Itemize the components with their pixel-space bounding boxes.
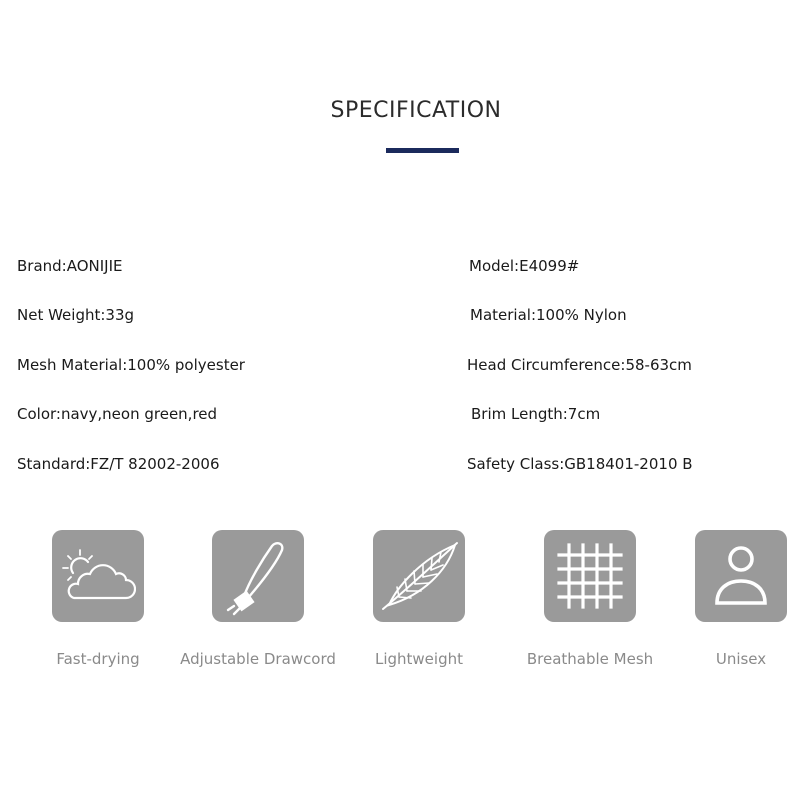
feature-lightweight	[334, 530, 504, 668]
spec-net-weight: Net Weight:33g	[17, 306, 135, 324]
feature-tile	[373, 530, 465, 622]
spec-brand: Brand:AONIJIE	[17, 257, 123, 275]
spec-color: Color:navy,neon green,red	[17, 405, 218, 423]
feature-label: Breathable Mesh	[526, 650, 654, 668]
feature-label: Fast-drying	[56, 650, 140, 668]
spec-brim-length: Brim Length:7cm	[471, 405, 601, 423]
feature-label: Adjustable Drawcord	[180, 650, 336, 668]
feature-tile	[695, 530, 787, 622]
feature-tile	[212, 530, 304, 622]
feature-adjustable-drawcord	[173, 530, 343, 668]
title-underline	[386, 148, 459, 153]
spec-model: Model:E4099#	[469, 257, 580, 275]
page-title: SPECIFICATION	[330, 98, 502, 123]
spec-mesh-material: Mesh Material:100% polyester	[17, 356, 245, 374]
feature-unisex	[656, 530, 800, 668]
spec-material: Material:100% Nylon	[470, 306, 627, 324]
feature-label: Lightweight	[374, 650, 463, 668]
feature-tile	[544, 530, 636, 622]
feature-breathable-mesh	[505, 530, 675, 668]
feature-fast-drying	[13, 530, 183, 668]
spec-head-circumference: Head Circumference:58-63cm	[467, 356, 692, 374]
mesh-grid-icon	[555, 541, 625, 611]
feather-icon	[377, 539, 461, 613]
sun-cloud-icon	[60, 546, 136, 606]
spec-standard: Standard:FZ/T 82002-2006	[17, 455, 220, 473]
drawcord-icon	[220, 536, 296, 616]
person-icon	[709, 541, 773, 611]
feature-label: Unisex	[715, 650, 767, 668]
feature-tile	[52, 530, 144, 622]
spec-safety-class: Safety Class:GB18401-2010 B	[467, 455, 693, 473]
